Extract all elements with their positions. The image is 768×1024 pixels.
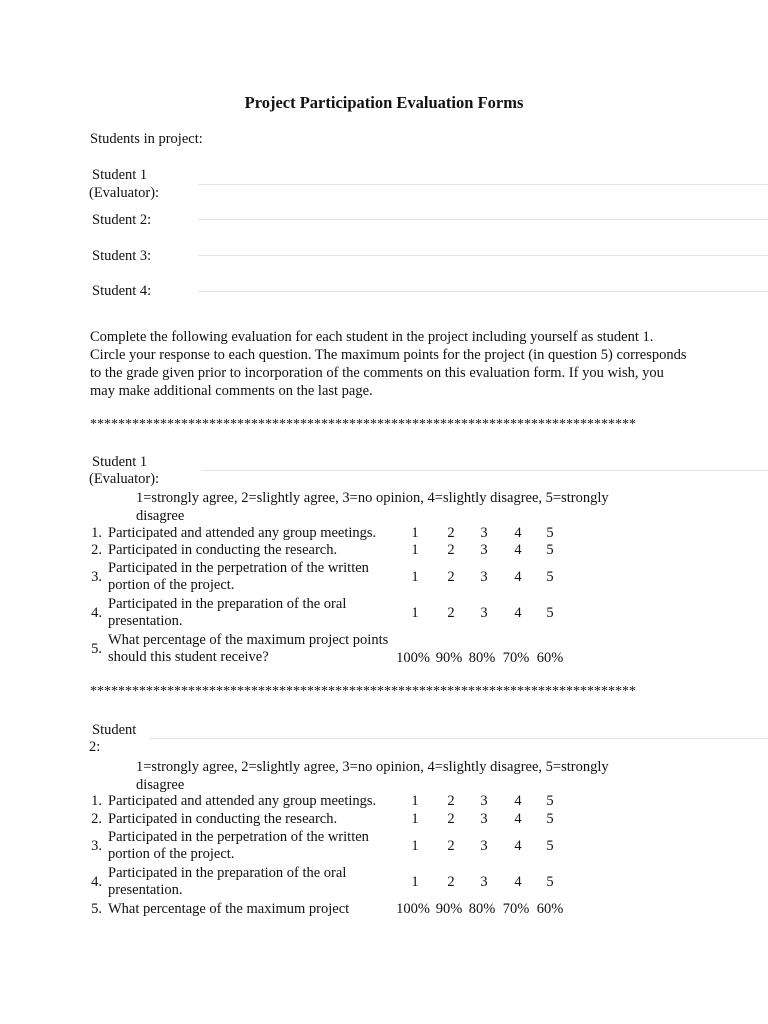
rating-option-3[interactable]: 3 [480,605,488,621]
rating-option-1[interactable]: 1 [411,605,419,621]
percent-option-70[interactable]: 70% [502,901,530,917]
eval-1-name-line[interactable] [202,470,768,471]
rating-option-1[interactable]: 1 [411,542,419,558]
student-1-name-line[interactable] [198,184,768,185]
question-number: 5. [91,641,102,657]
question-number: 2. [91,811,102,827]
rating-option-4[interactable]: 4 [514,793,522,809]
rating-option-3[interactable]: 3 [480,569,488,585]
rating-option-1[interactable]: 1 [411,793,419,809]
separator-2: ****************************************************************************** [90,684,636,699]
question-text: Participated and attended any group meetings. [108,793,377,809]
eval-2-scale-legend: 1=strongly agree, 2=slightly agree, 3=no opinion, 4=slightly disagree, 5=strongly disagree [136,759,609,793]
rating-option-3[interactable]: 3 [480,525,488,541]
percent-option-60[interactable]: 60% [536,650,564,666]
student-4-name-line[interactable] [198,291,768,292]
rating-option-2[interactable]: 2 [447,874,455,890]
rating-option-5[interactable]: 5 [546,525,554,541]
rating-option-5[interactable]: 5 [546,811,554,827]
question-number: 4. [91,874,102,890]
rating-option-1[interactable]: 1 [411,838,419,854]
question-number: 3. [91,569,102,585]
rating-option-2[interactable]: 2 [447,525,455,541]
percent-option-80[interactable]: 80% [468,650,496,666]
student-3-label: Student 3: [92,248,152,264]
question-number: 1. [91,525,102,541]
rating-option-4[interactable]: 4 [514,569,522,585]
question-text: Participated in the preparation of the oral presentation. [108,865,347,898]
rating-option-2[interactable]: 2 [447,542,455,558]
rating-option-4[interactable]: 4 [514,874,522,890]
rating-option-2[interactable]: 2 [447,811,455,827]
rating-option-2[interactable]: 2 [447,793,455,809]
rating-option-4[interactable]: 4 [514,811,522,827]
rating-option-5[interactable]: 5 [546,874,554,890]
rating-option-3[interactable]: 3 [480,793,488,809]
question-text: Participated in conducting the research. [108,811,338,827]
rating-option-5[interactable]: 5 [546,605,554,621]
rating-option-3[interactable]: 3 [480,542,488,558]
separator-1: ****************************************************************************** [90,417,636,432]
page-title: Project Participation Evaluation Forms [244,93,524,112]
eval-1-student-label: Student 1 [92,454,148,470]
question-text: Participated and attended any group meetings. [108,525,377,541]
rating-option-3[interactable]: 3 [480,874,488,890]
eval-1-student-sublabel: (Evaluator): [89,471,160,487]
percent-option-80[interactable]: 80% [468,901,496,917]
question-text: Participated in the preparation of the oral presentation. [108,596,347,629]
rating-option-5[interactable]: 5 [546,793,554,809]
rating-option-1[interactable]: 1 [411,525,419,541]
eval-2-student-label: Student [92,722,137,738]
rating-option-5[interactable]: 5 [546,542,554,558]
question-text: What percentage of the maximum project [108,901,350,917]
rating-option-4[interactable]: 4 [514,525,522,541]
eval-2-name-line[interactable] [150,738,768,739]
rating-option-3[interactable]: 3 [480,838,488,854]
rating-option-1[interactable]: 1 [411,811,419,827]
question-number: 1. [91,793,102,809]
student-2-name-line[interactable] [198,219,768,220]
rating-option-2[interactable]: 2 [447,569,455,585]
rating-option-2[interactable]: 2 [447,838,455,854]
rating-option-1[interactable]: 1 [411,569,419,585]
question-text: What percentage of the maximum project points should this student receive? [108,632,389,665]
question-text: Participated in the perpetration of the written portion of the project. [108,829,369,862]
rating-option-5[interactable]: 5 [546,838,554,854]
percent-option-90[interactable]: 90% [435,901,463,917]
rating-option-4[interactable]: 4 [514,542,522,558]
percent-option-70[interactable]: 70% [502,650,530,666]
question-number: 3. [91,838,102,854]
percent-option-100[interactable]: 100% [396,901,430,917]
rating-option-4[interactable]: 4 [514,605,522,621]
percent-option-100[interactable]: 100% [396,650,430,666]
eval-2-student-sublabel: 2: [89,739,101,755]
instructions-paragraph: Complete the following evaluation for each student in the project including yourself as student 1. Circle your response to each question. The maximum points for the project (in question 5) corresponds to the grade given prior to incorporation of the comments on this evaluation form. If you wish, you may make additional comments on the last page. [90,329,687,399]
rating-option-2[interactable]: 2 [447,605,455,621]
rating-option-4[interactable]: 4 [514,838,522,854]
student-2-label: Student 2: [92,212,152,228]
percent-option-90[interactable]: 90% [435,650,463,666]
rating-option-1[interactable]: 1 [411,874,419,890]
student-1-sublabel: (Evaluator): [89,185,160,201]
students-heading: Students in project: [90,131,203,147]
question-number: 5. [91,901,102,917]
question-number: 4. [91,605,102,621]
question-text: Participated in conducting the research. [108,542,338,558]
rating-option-5[interactable]: 5 [546,569,554,585]
eval-1-scale-legend: 1=strongly agree, 2=slightly agree, 3=no opinion, 4=slightly disagree, 5=strongly disagree [136,490,609,524]
student-4-label: Student 4: [92,283,152,299]
student-3-name-line[interactable] [198,255,768,256]
student-1-label: Student 1 [92,167,148,183]
question-text: Participated in the perpetration of the written portion of the project. [108,560,369,593]
rating-option-3[interactable]: 3 [480,811,488,827]
percent-option-60[interactable]: 60% [536,901,564,917]
question-number: 2. [91,542,102,558]
